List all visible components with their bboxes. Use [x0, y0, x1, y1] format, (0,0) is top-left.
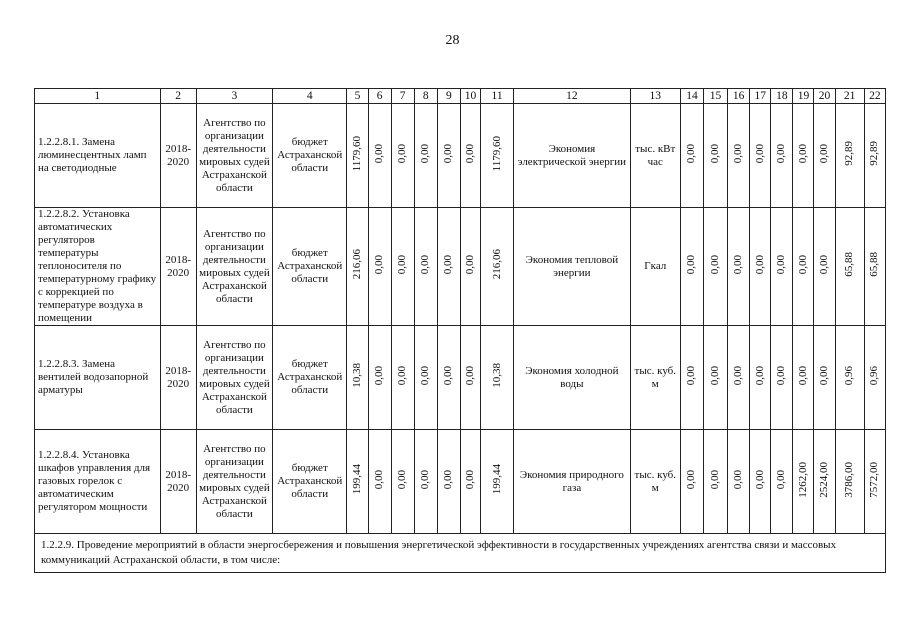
value-cell-text: 0,00: [818, 365, 831, 386]
executor: Агентство по организации деятельности мировых судей Астраханской области: [196, 104, 272, 208]
value-cell-text: 7572,00: [868, 461, 881, 498]
section-row: [35, 534, 886, 573]
value-cell-text: 0,00: [818, 254, 831, 275]
measure-name: 1.2.2.8.3. Замена вентилей водозапорной арматуры: [35, 326, 161, 430]
value-cell-text: 0,00: [775, 365, 788, 386]
column-header: 12: [514, 89, 631, 104]
value-cell: [414, 430, 437, 534]
value-cell-text: 0,00: [373, 254, 386, 275]
value-cell-text: 0,00: [419, 143, 432, 164]
value-cell-text: 0,96: [868, 365, 881, 386]
funding-source: бюджет Астраханской области: [273, 326, 347, 430]
table-row: [35, 104, 886, 208]
executor: Агентство по организации деятельности мировых судей Астраханской области: [196, 430, 272, 534]
value-cell-text: 0,00: [753, 365, 766, 386]
value-cell: [835, 208, 864, 326]
value-cell: [368, 430, 391, 534]
table-row: [35, 208, 886, 326]
value-cell: [728, 430, 750, 534]
value-cell-text: 0,00: [419, 469, 432, 490]
value-cell: [414, 326, 437, 430]
value-cell-text: 0,00: [775, 254, 788, 275]
period: 2018-2020: [160, 104, 196, 208]
value-cell: [368, 326, 391, 430]
column-header: 6: [368, 89, 391, 104]
period: 2018-2020: [160, 208, 196, 326]
value-cell: [460, 430, 480, 534]
value-cell-text: 2524,00: [818, 461, 831, 498]
value-cell: [704, 326, 728, 430]
measure-name: 1.2.2.8.4. Установка шкафов управления для газовых горелок с автоматическим регулятором мощности: [35, 430, 161, 534]
value-cell: [391, 208, 414, 326]
value-cell: [750, 430, 771, 534]
value-cell-text: 0,00: [442, 143, 455, 164]
value-cell-text: 0,00: [732, 254, 745, 275]
value-cell: [680, 326, 703, 430]
value-cell: [771, 104, 793, 208]
value-cell-text: 0,00: [373, 469, 386, 490]
value-cell-text: 0,00: [419, 365, 432, 386]
value-cell-text: 10,38: [350, 363, 363, 388]
column-header: 22: [864, 89, 885, 104]
measures-table: [34, 88, 886, 573]
column-header: 13: [630, 89, 680, 104]
unit: тыс. кВт час: [630, 104, 680, 208]
funding-source: бюджет Астраханской области: [273, 104, 347, 208]
value-cell: [771, 430, 793, 534]
value-cell-text: 0,00: [373, 143, 386, 164]
page-number: 28: [445, 33, 460, 48]
value-cell-text: 0,00: [463, 365, 476, 386]
value-cell: [771, 208, 793, 326]
value-cell: [704, 208, 728, 326]
value-cell-text: 1179,60: [490, 135, 503, 172]
value-cell-text: 10,38: [490, 363, 503, 388]
column-header: 8: [414, 89, 437, 104]
value-cell: [728, 326, 750, 430]
table-row: [35, 326, 886, 430]
value-cell: [750, 104, 771, 208]
value-cell: [480, 326, 513, 430]
value-cell-text: 199,44: [350, 464, 363, 495]
table-row: [35, 430, 886, 534]
value-cell: [391, 104, 414, 208]
value-cell: [771, 326, 793, 430]
value-cell-text: 0,00: [685, 254, 698, 275]
value-cell-text: 0,00: [753, 143, 766, 164]
value-cell: [750, 208, 771, 326]
column-header: 17: [750, 89, 771, 104]
value-cell-text: 92,89: [868, 141, 881, 166]
value-cell: [347, 430, 368, 534]
executor: Агентство по организации деятельности мировых судей Астраханской области: [196, 326, 272, 430]
value-cell: [704, 104, 728, 208]
column-header: 10: [460, 89, 480, 104]
value-cell: [814, 326, 835, 430]
value-cell-text: 0,00: [442, 254, 455, 275]
value-cell: [835, 104, 864, 208]
header-row: [35, 89, 886, 104]
value-cell: [835, 326, 864, 430]
measure-name: 1.2.2.8.1. Замена люминесцентных ламп на светодиодные: [35, 104, 161, 208]
value-cell: [347, 208, 368, 326]
value-cell: [728, 208, 750, 326]
value-cell-text: 0,00: [796, 254, 809, 275]
value-cell: [368, 104, 391, 208]
column-header: 18: [771, 89, 793, 104]
value-cell-text: 0,00: [775, 143, 788, 164]
value-cell-text: 0,00: [463, 143, 476, 164]
value-cell: [814, 430, 835, 534]
value-cell: [414, 104, 437, 208]
value-cell: [460, 104, 480, 208]
column-header: 3: [196, 89, 272, 104]
value-cell: [864, 430, 885, 534]
funding-source: бюджет Астраханской области: [273, 430, 347, 534]
value-cell-text: 0,00: [442, 365, 455, 386]
value-cell: [368, 208, 391, 326]
value-cell-text: 0,00: [732, 469, 745, 490]
value-cell: [391, 326, 414, 430]
unit: тыс. куб. м: [630, 430, 680, 534]
value-cell: [460, 326, 480, 430]
value-cell: [864, 208, 885, 326]
value-cell: [728, 104, 750, 208]
column-header: 16: [728, 89, 750, 104]
indicator: Экономия тепловой энергии: [514, 208, 631, 326]
value-cell-text: 0,00: [419, 254, 432, 275]
unit: Гкал: [630, 208, 680, 326]
value-cell: [460, 208, 480, 326]
value-cell: [793, 326, 814, 430]
value-cell-text: 0,00: [796, 365, 809, 386]
period: 2018-2020: [160, 430, 196, 534]
value-cell: [793, 430, 814, 534]
value-cell: [864, 326, 885, 430]
value-cell-text: 0,00: [463, 254, 476, 275]
value-cell-text: 0,00: [396, 469, 409, 490]
value-cell-text: 65,88: [843, 252, 856, 277]
measure-name: 1.2.2.8.2. Установка автоматических регуляторов температуры теплоносителя по температурному графику с коррекцией по температуре воздуха в помещении: [35, 208, 161, 326]
value-cell-text: 0,00: [818, 143, 831, 164]
column-header: 21: [835, 89, 864, 104]
funding-source: бюджет Астраханской области: [273, 208, 347, 326]
value-cell-text: 0,00: [396, 365, 409, 386]
value-cell: [680, 208, 703, 326]
value-cell: [793, 208, 814, 326]
value-cell-text: 216,06: [350, 249, 363, 280]
column-header: 2: [160, 89, 196, 104]
value-cell-text: 0,00: [796, 143, 809, 164]
column-header: 15: [704, 89, 728, 104]
value-cell-text: 3786,00: [843, 461, 856, 498]
value-cell: [814, 104, 835, 208]
value-cell: [704, 430, 728, 534]
value-cell: [814, 208, 835, 326]
value-cell: [414, 208, 437, 326]
column-header: 20: [814, 89, 835, 104]
value-cell-text: 0,00: [709, 143, 722, 164]
value-cell: [750, 326, 771, 430]
value-cell: [437, 104, 460, 208]
value-cell-text: 0,00: [442, 469, 455, 490]
column-header: 19: [793, 89, 814, 104]
value-cell-text: 0,00: [396, 143, 409, 164]
value-cell-text: 0,00: [685, 365, 698, 386]
column-header: 4: [273, 89, 347, 104]
value-cell-text: 0,00: [685, 469, 698, 490]
value-cell-text: 1262,00: [796, 461, 809, 498]
indicator: Экономия электрической энергии: [514, 104, 631, 208]
value-cell-text: 0,96: [843, 365, 856, 386]
value-cell-text: 0,00: [709, 254, 722, 275]
value-cell: [347, 104, 368, 208]
column-header: 5: [347, 89, 368, 104]
value-cell: [437, 326, 460, 430]
value-cell-text: 0,00: [463, 469, 476, 490]
value-cell-text: 0,00: [775, 469, 788, 490]
value-cell-text: 92,89: [843, 141, 856, 166]
value-cell: [680, 430, 703, 534]
value-cell-text: 216,06: [490, 249, 503, 280]
value-cell: [391, 430, 414, 534]
value-cell-text: 0,00: [709, 365, 722, 386]
value-cell: [347, 326, 368, 430]
section-text: 1.2.2.9. Проведение мероприятий в области энергосбережения и повышения энергетической эффективности в государственных учреждениях агентства связи и массовых коммуникаций Астраханской области, в том числе:: [35, 534, 886, 573]
value-cell: [437, 430, 460, 534]
column-header: 9: [437, 89, 460, 104]
value-cell: [680, 104, 703, 208]
value-cell: [793, 104, 814, 208]
value-cell-text: 0,00: [732, 365, 745, 386]
value-cell-text: 199,44: [490, 464, 503, 495]
indicator: Экономия холодной воды: [514, 326, 631, 430]
value-cell: [864, 104, 885, 208]
value-cell: [480, 208, 513, 326]
column-header: 14: [680, 89, 703, 104]
executor: Агентство по организации деятельности мировых судей Астраханской области: [196, 208, 272, 326]
value-cell: [480, 430, 513, 534]
value-cell: [835, 430, 864, 534]
value-cell-text: 0,00: [753, 254, 766, 275]
column-header: 7: [391, 89, 414, 104]
value-cell-text: 0,00: [732, 143, 745, 164]
value-cell-text: 65,88: [868, 252, 881, 277]
column-header: 11: [480, 89, 513, 104]
unit: тыс. куб. м: [630, 326, 680, 430]
value-cell-text: 0,00: [396, 254, 409, 275]
value-cell: [480, 104, 513, 208]
period: 2018-2020: [160, 326, 196, 430]
value-cell-text: 1179,60: [350, 135, 363, 172]
value-cell: [437, 208, 460, 326]
indicator: Экономия природного газа: [514, 430, 631, 534]
column-header: 1: [35, 89, 161, 104]
value-cell-text: 0,00: [709, 469, 722, 490]
value-cell-text: 0,00: [753, 469, 766, 490]
value-cell-text: 0,00: [685, 143, 698, 164]
value-cell-text: 0,00: [373, 365, 386, 386]
